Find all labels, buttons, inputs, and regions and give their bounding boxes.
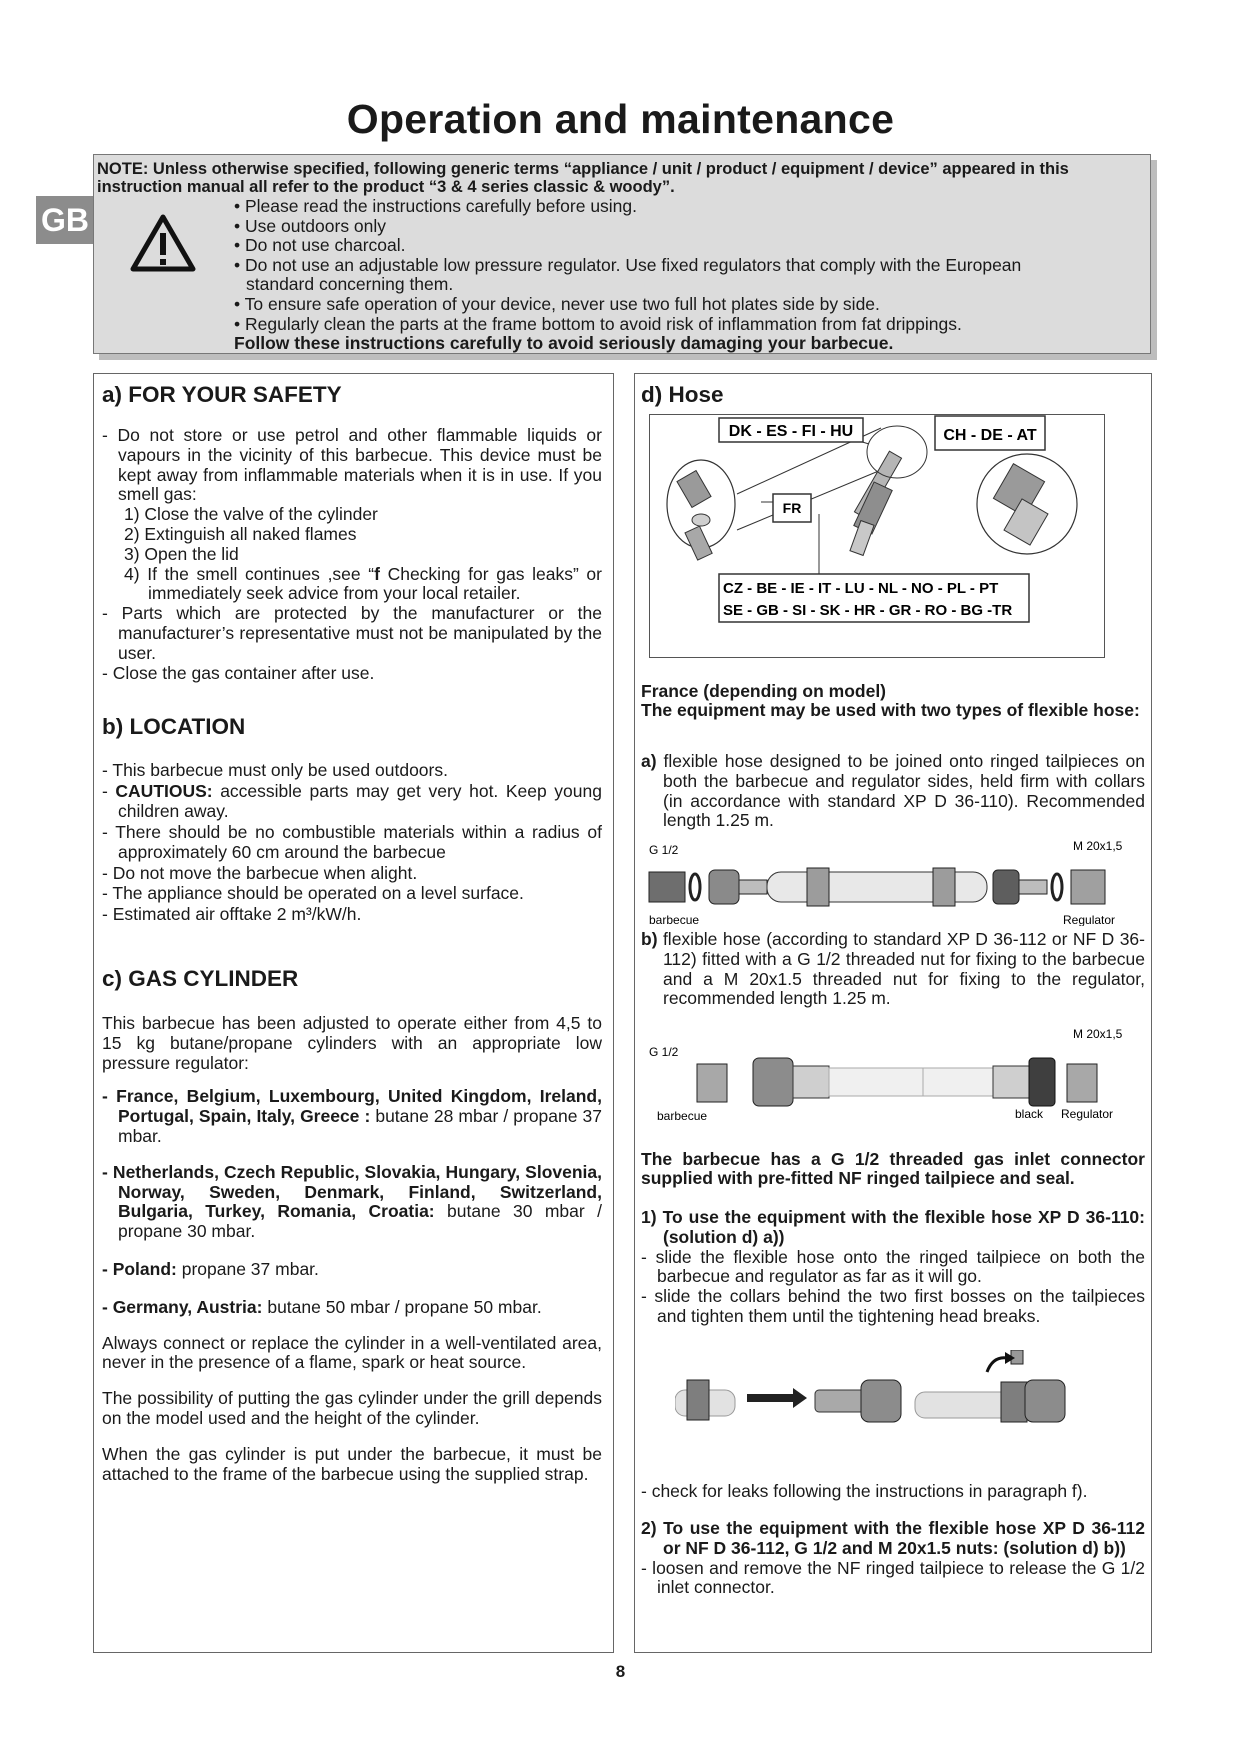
hose-a-text: a) flexible hose designed to be joined onto ringed tailpieces on both the barbecue and regulator sides, held firm with collars (in accordance with standard XP D 36-110). Recommended length 1.25 m.	[641, 751, 1145, 831]
location-item: - CAUTIOUS: accessible parts may get very hot. Keep young children away.	[102, 780, 602, 821]
fig-a-regulator-label: Regulator	[1063, 913, 1116, 926]
solution-2-step: - loosen and remove the NF ringed tailpiece to release the G 1/2 inlet connector.	[641, 1557, 1145, 1598]
hose-title: d) Hose	[641, 382, 724, 407]
location-item: - The appliance should be operated on a level surface.	[102, 883, 524, 903]
warning-icon	[130, 213, 196, 273]
note-line-1: NOTE: Unless otherwise specified, following generic terms “appliance / unit / product / equipment / device” appeared in this	[97, 160, 1069, 178]
solution-1	[641, 1208, 1145, 1327]
safety-step: 2) Extinguish all naked flames	[124, 523, 357, 544]
safety-step: 1) Close the valve of the cylinder	[124, 504, 378, 525]
fig-a-m-label: M 20x1,5	[1073, 839, 1123, 853]
label-fr: FR	[782, 500, 802, 516]
label-se-group: SE - GB - SI - SK - HR - GR - RO - BG -TR	[723, 602, 1013, 619]
safety-p1: - Do not store or use petrol and other flammable liquids or vapours in the vicinity of this barbecue. This device must be kept away from inflammable materials when it is in use. If you smell gas:	[102, 425, 602, 505]
label-ch-de-at: CH - DE - AT	[943, 427, 1037, 444]
solution-2	[641, 1519, 1145, 1598]
cylinder-country: - Netherlands, Czech Republic, Slovakia, Hungary, Slovenia, Norway, Sweden, Denmark, Finland, Switzerland, Bulgaria, Turkey, Romania, Croatia: butane 30 mbar / propane 30 mbar.	[102, 1161, 602, 1242]
note-bullet: • Do not use an adjustable low pressure regulator. Use fixed regulators that comply with the European	[234, 254, 1022, 275]
safety-step: 3) Open the lid	[124, 543, 239, 564]
country-connector-figure	[649, 414, 1105, 658]
label-cz-group: CZ - BE - IE - IT - LU - NL - NO - PL - PT	[723, 580, 999, 597]
solution-1-check: - check for leaks following the instructions in paragraph f).	[641, 1481, 1088, 1501]
safety-step-4: 4) If the smell continues ,see “f Checking for gas leaks” or immediately seek advice from your local retailer.	[124, 563, 602, 604]
note-line-2: instruction manual all refer to the product “3 & 4 series classic & woody”.	[97, 178, 675, 196]
safety-title: a) FOR YOUR SAFETY	[102, 382, 342, 407]
label-dk-es-fi-hu: DK - ES - FI - HU	[728, 423, 854, 440]
note-bullet: • Regularly clean the parts at the frame bottom to avoid risk of inflammation from fat drippings.	[234, 313, 962, 334]
fig-b-regulator-label: Regulator	[1061, 1107, 1114, 1121]
solution-2-title: 2) To use the equipment with the flexible hose XP D 36-112 or NF D 36-112, G 1/2 and M 20x1.5 nuts: (solution d) b))	[641, 1518, 1145, 1558]
solution-1-step: - slide the flexible hose onto the ringed tailpiece on both the barbecue and regulator as far as it will go.	[641, 1246, 1145, 1287]
language-tab: GB	[36, 196, 94, 244]
page-title: Operation and maintenance	[346, 96, 895, 142]
fig-b-barbecue-label: barbecue	[657, 1109, 708, 1122]
location-title: b) LOCATION	[102, 714, 246, 739]
france-heading: France (depending on model)	[641, 681, 887, 701]
note-heading	[97, 160, 1142, 196]
fig-a-barbecue-label: barbecue	[649, 913, 700, 926]
cylinder-intro: This barbecue has been adjusted to operate either from 4,5 to 15 kg butane/propane cylinders with an appropriate low pressure regulator:	[102, 1013, 602, 1073]
location-item: - There should be no combustible materials within a radius of approximately 60 cm around the barbecue	[102, 821, 602, 862]
page-number: 8	[615, 1662, 626, 1681]
france-subheading: The equipment may be used with two types of flexible hose:	[641, 700, 1140, 720]
left-column	[93, 373, 614, 1653]
safety-p3: - Close the gas container after use.	[102, 662, 375, 683]
hose-b-figure	[643, 1022, 1143, 1122]
cylinder-p3: When the gas cylinder is put under the barbecue, it must be attached to the frame of the barbecue using the supplied strap.	[102, 1443, 602, 1484]
france-text	[641, 682, 1141, 720]
fig-a-g-label: G 1/2	[649, 843, 679, 857]
solution-1-title: 1) To use the equipment with the flexible hose XP D 36-110: (solution d) a))	[641, 1207, 1145, 1247]
note-final: Follow these instructions carefully to avoid seriously damaging your barbecue.	[234, 333, 894, 354]
note-bullet: standard concerning them.	[246, 274, 454, 295]
cylinder-p2: The possibility of putting the gas cylinder under the grill depends on the model used and the height of the cylinder.	[102, 1388, 602, 1428]
fig-b-g-label: G 1/2	[649, 1045, 679, 1059]
collar-figure	[675, 1350, 1115, 1440]
fig-b-m-label: M 20x1,5	[1073, 1027, 1123, 1041]
safety-p2: - Parts which are protected by the manufacturer or the manufacturer’s representative must not be manipulated by the user.	[102, 603, 602, 663]
cylinder-country: - Poland: propane 37 mbar.	[102, 1258, 319, 1279]
note-bullet: • Please read the instructions carefully before using.	[234, 196, 638, 216]
hose-a-figure	[643, 836, 1143, 926]
location-item: - This barbecue must only be used outdoors.	[102, 760, 448, 780]
cylinder-text	[102, 1014, 602, 1484]
cylinder-title: c) GAS CYLINDER	[102, 966, 299, 991]
location-item: - Do not move the barbecue when alight.	[102, 862, 418, 883]
fig-b-black-label: black	[1015, 1107, 1044, 1121]
location-text	[102, 760, 602, 924]
cylinder-p1: Always connect or replace the cylinder in a well-ventilated area, never in the presence of a flame, spark or heat source.	[102, 1332, 602, 1373]
safety-text	[102, 426, 602, 683]
cylinder-country: - Germany, Austria: butane 50 mbar / propane 50 mbar.	[102, 1296, 542, 1317]
note-bullets	[234, 197, 1134, 354]
solution-1-step: - slide the collars behind the two first bosses on the tailpieces and tighten them until the tightening head breaks.	[641, 1286, 1145, 1326]
right-column	[634, 373, 1152, 1653]
cylinder-country: - France, Belgium, Luxembourg, United Kingdom, Ireland, Portugal, Spain, Italy, Greece : butane 28 mbar / propane 37 mbar.	[102, 1086, 602, 1146]
hose-b-text: b) flexible hose (according to standard XP D 36-112 or NF D 36-112) fitted with a G 1/2 threaded nut for fixing to the barbecue and a M 20x1.5 threaded nut for fixing to the regulator, recommended length 1.25 m.	[641, 929, 1145, 1009]
location-item: - Estimated air offtake 2 m³/kW/h.	[102, 903, 362, 924]
note-bullet: • Do not use charcoal.	[234, 235, 406, 256]
note-box	[93, 154, 1151, 354]
note-bullet: • Use outdoors only	[234, 215, 387, 236]
note-bullet: • To ensure safe operation of your device, never use two full hot plates side by side.	[234, 293, 880, 314]
inlet-text: The barbecue has a G 1/2 threaded gas inlet connector supplied with pre-fitted NF ringed tailpiece and seal.	[641, 1149, 1145, 1188]
